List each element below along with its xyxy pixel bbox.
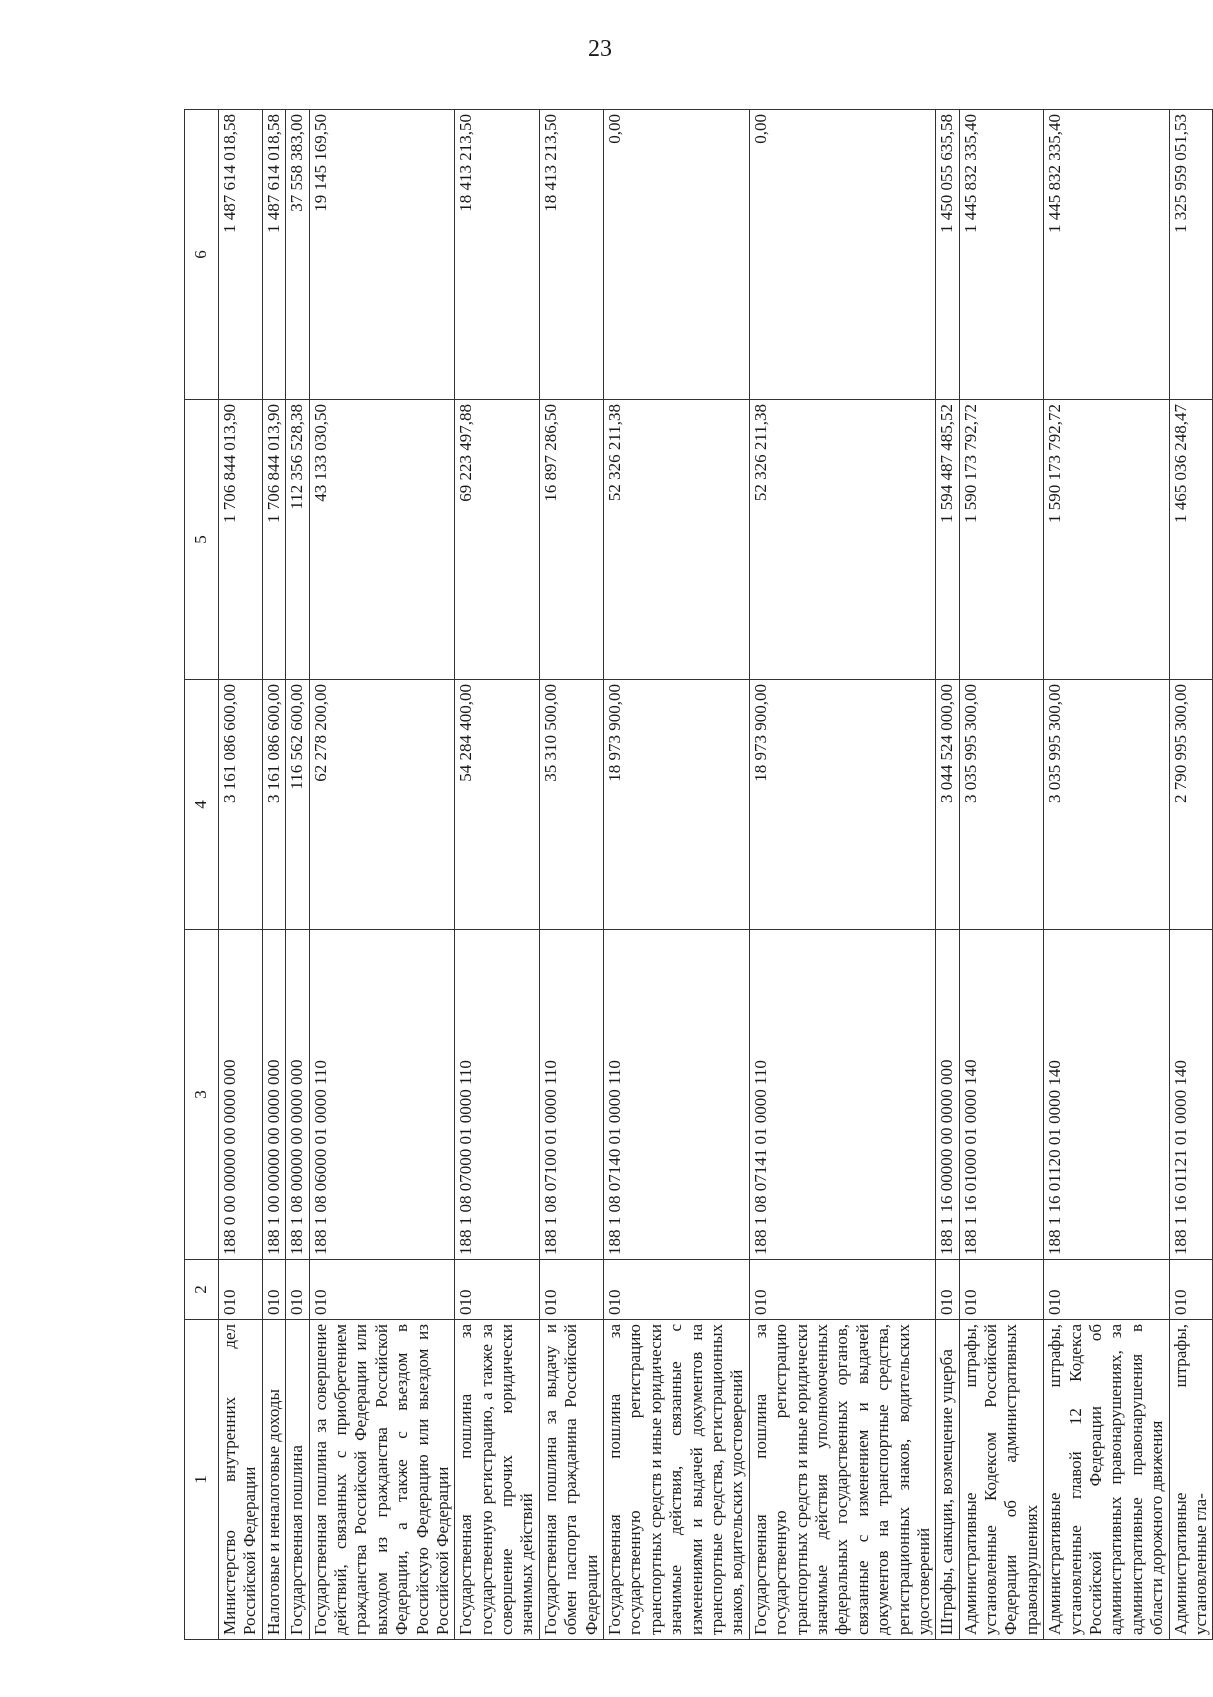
table-cell-code: 188 1 08 00000 00 0000 000 xyxy=(286,930,309,1260)
page-number: 23 xyxy=(588,36,612,62)
table-cell-name: Административные штрафы, установленные гла- xyxy=(1169,1320,1213,1640)
table-cell-exec: 52 326 211,38 xyxy=(604,400,750,680)
table-cell-code: 188 1 08 07140 01 0000 110 xyxy=(604,930,750,1260)
table-cell-plan: 35 310 500,00 xyxy=(539,680,603,930)
table-cell-name: Государственная пошлина за государственную регистрацию транспортных средств и иные юридически значимые действия уполномоченных федеральных государственных органов, связанные с изменением и выдачей документов на транспортные средства, регистрационных знаков, водительских удостоверений xyxy=(749,1320,936,1640)
column-header: 2 xyxy=(185,1260,219,1320)
table-cell-name: Государственная пошлина за выдачу и обмен паспорта гражданина Российской Федерации xyxy=(539,1320,603,1640)
table-row xyxy=(455,110,540,1640)
table-cell-rest: 1 325 959 051,53 xyxy=(1169,110,1213,400)
table-cell-rest: 1 445 832 335,40 xyxy=(1044,110,1169,400)
table-cell-plan: 3 161 086 600,00 xyxy=(262,680,285,930)
table-cell-admin: 010 xyxy=(749,1260,936,1320)
table-cell-admin: 010 xyxy=(262,1260,285,1320)
table-cell-exec: 69 223 497,88 xyxy=(455,400,540,680)
table-cell-exec: 1 594 487 485,52 xyxy=(936,400,959,680)
table-cell-plan: 3 044 524 000,00 xyxy=(936,680,959,930)
rotated-table-container xyxy=(184,110,1210,1640)
column-header: 6 xyxy=(185,110,219,400)
column-header: 4 xyxy=(185,680,219,930)
table-cell-code: 188 1 08 07141 01 0000 110 xyxy=(749,930,936,1260)
table-cell-code: 188 0 00 00000 00 0000 000 xyxy=(219,930,263,1260)
table-cell-name: Штрафы, санкции, возмещение ущерба xyxy=(936,1320,959,1640)
table-cell-rest: 18 413 213,50 xyxy=(539,110,603,400)
table-cell-rest: 18 413 213,50 xyxy=(455,110,540,400)
table-cell-plan: 2 790 995 300,00 xyxy=(1169,680,1213,930)
table-cell-plan: 116 562 600,00 xyxy=(286,680,309,930)
table-row xyxy=(604,110,750,1640)
table-cell-admin: 010 xyxy=(936,1260,959,1320)
table-cell-exec: 1 465 036 248,47 xyxy=(1169,400,1213,680)
table-cell-rest: 1 487 614 018,58 xyxy=(219,110,263,400)
table-cell-code: 188 1 16 01121 01 0000 140 xyxy=(1169,930,1213,1260)
table-cell-exec: 1 590 173 792,72 xyxy=(959,400,1044,680)
table-cell-rest: 19 145 169,50 xyxy=(309,110,455,400)
table-cell-rest: 0,00 xyxy=(749,110,936,400)
table-cell-admin: 010 xyxy=(604,1260,750,1320)
table-row xyxy=(309,110,455,1640)
table-cell-admin: 010 xyxy=(219,1260,263,1320)
table-cell-exec: 16 897 286,50 xyxy=(539,400,603,680)
table-row xyxy=(539,110,603,1640)
table-cell-plan: 3 035 995 300,00 xyxy=(1044,680,1169,930)
table-cell-admin: 010 xyxy=(1044,1260,1169,1320)
table-cell-exec: 1 706 844 013,90 xyxy=(219,400,263,680)
table-cell-rest: 1 445 832 335,40 xyxy=(959,110,1044,400)
table-row xyxy=(262,110,285,1640)
table-row xyxy=(1169,110,1213,1640)
table-cell-admin: 010 xyxy=(286,1260,309,1320)
table-cell-code: 188 1 16 00000 00 0000 000 xyxy=(936,930,959,1260)
table-cell-exec: 1 706 844 013,90 xyxy=(262,400,285,680)
table-cell-exec: 112 356 528,38 xyxy=(286,400,309,680)
table-cell-code: 188 1 08 07100 01 0000 110 xyxy=(539,930,603,1260)
table-cell-code: 188 1 00 00000 00 0000 000 xyxy=(262,930,285,1260)
table-cell-plan: 18 973 900,00 xyxy=(604,680,750,930)
column-header: 1 xyxy=(185,1320,219,1640)
table-cell-admin: 010 xyxy=(455,1260,540,1320)
column-header: 5 xyxy=(185,400,219,680)
table-row xyxy=(286,110,309,1640)
table-cell-code: 188 1 08 06000 01 0000 110 xyxy=(309,930,455,1260)
table-cell-name: Административные штрафы, установленные Кодексом Российской Федерации об административных правонарушениях xyxy=(959,1320,1044,1640)
table-cell-code: 188 1 08 07000 01 0000 110 xyxy=(455,930,540,1260)
table-cell-name: Государственная пошлина за совершение действий, связанных с приобретением гражданства Российской Федерации или выходом из гражданства Российской Федерации, а также с въездом в Российскую Федерацию или выездом из Российской Федерации xyxy=(309,1320,455,1640)
table-cell-admin: 010 xyxy=(309,1260,455,1320)
table-cell-admin: 010 xyxy=(959,1260,1044,1320)
revenue-table xyxy=(184,109,1213,1640)
table-cell-rest: 1 450 055 635,58 xyxy=(936,110,959,400)
table-cell-name: Государственная пошлина xyxy=(286,1320,309,1640)
table-cell-admin: 010 xyxy=(539,1260,603,1320)
table-row xyxy=(936,110,959,1640)
table-cell-name: Налоговые и неналоговые доходы xyxy=(262,1320,285,1640)
table-cell-name: Министерство внутренних дел Российской Федерации xyxy=(219,1320,263,1640)
table-row xyxy=(219,110,263,1640)
table-cell-plan: 18 973 900,00 xyxy=(749,680,936,930)
table-cell-rest: 0,00 xyxy=(604,110,750,400)
table-cell-plan: 62 278 200,00 xyxy=(309,680,455,930)
table-body xyxy=(219,110,1213,1640)
table-cell-name: Государственная пошлина за государственную регистрацию, а также за совершение прочих юридически значимых действий xyxy=(455,1320,540,1640)
table-cell-rest: 37 558 383,00 xyxy=(286,110,309,400)
column-header: 3 xyxy=(185,930,219,1260)
table-row xyxy=(749,110,936,1640)
table-cell-code: 188 1 16 01120 01 0000 140 xyxy=(1044,930,1169,1260)
table-cell-name: Государственная пошлина за государственную регистрацию транспортных средств и иные юридически значимые действия, связанные с изменениями и выдачей документов на транспортные средства, регистрационных знаков, водительских удостоверений xyxy=(604,1320,750,1640)
table-cell-name: Административные штрафы, установленные главой 12 Кодекса Российской Федерации об административных правонарушениях, за административные правонарушения в области дорожного движения xyxy=(1044,1320,1169,1640)
table-cell-exec: 52 326 211,38 xyxy=(749,400,936,680)
table-header-row xyxy=(185,110,219,1640)
table-cell-code: 188 1 16 01000 01 0000 140 xyxy=(959,930,1044,1260)
table-cell-plan: 3 035 995 300,00 xyxy=(959,680,1044,930)
table-cell-rest: 1 487 614 018,58 xyxy=(262,110,285,400)
table-row xyxy=(1044,110,1169,1640)
table-cell-exec: 43 133 030,50 xyxy=(309,400,455,680)
table-cell-plan: 3 161 086 600,00 xyxy=(219,680,263,930)
table-cell-plan: 54 284 400,00 xyxy=(455,680,540,930)
table-row xyxy=(959,110,1044,1640)
table-cell-exec: 1 590 173 792,72 xyxy=(1044,400,1169,680)
table-cell-admin: 010 xyxy=(1169,1260,1213,1320)
